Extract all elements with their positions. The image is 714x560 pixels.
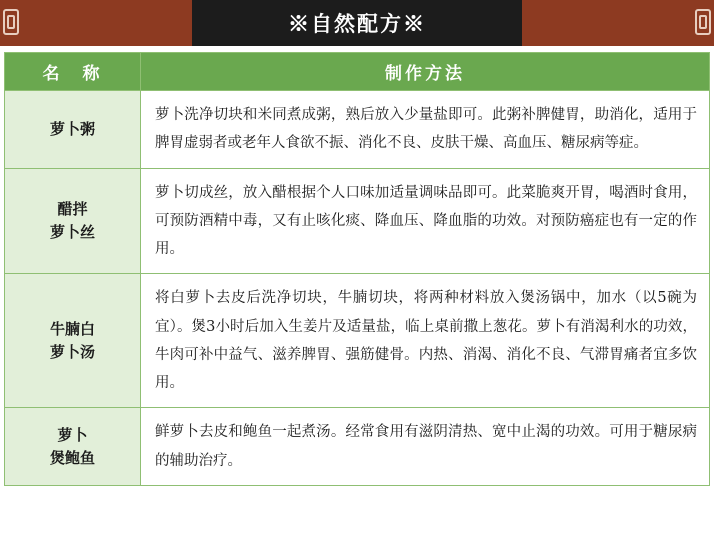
recipe-name-line: 煲鲍鱼 (49, 448, 95, 467)
recipe-name-line: 萝卜汤 (49, 342, 95, 361)
recipe-name-cell (5, 91, 141, 169)
banner-ornament-right-icon (692, 0, 714, 46)
table-row (5, 168, 710, 274)
recipe-table (4, 52, 710, 486)
recipe-name-line: 萝卜 (57, 426, 88, 445)
banner-fill-right (522, 0, 692, 46)
table-header (5, 53, 710, 91)
column-header-method: 制作方法 (141, 53, 710, 91)
table-row (5, 91, 710, 169)
recipe-name-cell (5, 274, 141, 408)
recipe-table-wrapper (0, 52, 714, 486)
recipe-name-line: 牛腩白 (49, 320, 95, 339)
banner-ornament-left-icon (0, 0, 22, 46)
recipe-name-line: 萝卜丝 (49, 222, 95, 241)
banner-fill-left (22, 0, 192, 46)
recipe-method-cell: 将白萝卜去皮后洗净切块，牛腩切块，将两种材料放入煲汤锅中，加水（以5碗为宜）。煲3小时后加入生姜片及适量盐，临上桌前撒上葱花。萝卜有消渴利水的功效，牛肉可补中益气、滋养脾胃、强筋健骨。内热、消渴、消化不良、气滞胃痛者宜多饮用。 (141, 274, 710, 408)
title-banner (0, 0, 714, 46)
page-title: ※自然配方※ (192, 0, 522, 46)
table-row (5, 408, 710, 486)
recipe-name-line: 萝卜粥 (49, 120, 95, 139)
recipe-method-cell: 萝卜切成丝，放入醋根据个人口味加适量调味品即可。此菜脆爽开胃，喝酒时食用，可预防酒精中毒，又有止咳化痰、降血压、降血脂的功效。对预防癌症也有一定的作用。 (141, 168, 710, 274)
table-body (5, 91, 710, 486)
recipe-method-cell: 萝卜洗净切块和米同煮成粥，熟后放入少量盐即可。此粥补脾健胃，助消化，适用于脾胃虚弱者或老年人食欲不振、消化不良、皮肤干燥、高血压、糖尿病等症。 (141, 91, 710, 169)
column-header-name: 名 称 (5, 53, 141, 91)
recipe-name-cell (5, 408, 141, 486)
recipe-method-cell: 鲜萝卜去皮和鲍鱼一起煮汤。经常食用有滋阴清热、宽中止渴的功效。可用于糖尿病的辅助治疗。 (141, 408, 710, 486)
table-header-row (5, 53, 710, 91)
recipe-name-cell (5, 168, 141, 274)
table-row (5, 274, 710, 408)
recipe-name-line: 醋拌 (57, 200, 88, 219)
